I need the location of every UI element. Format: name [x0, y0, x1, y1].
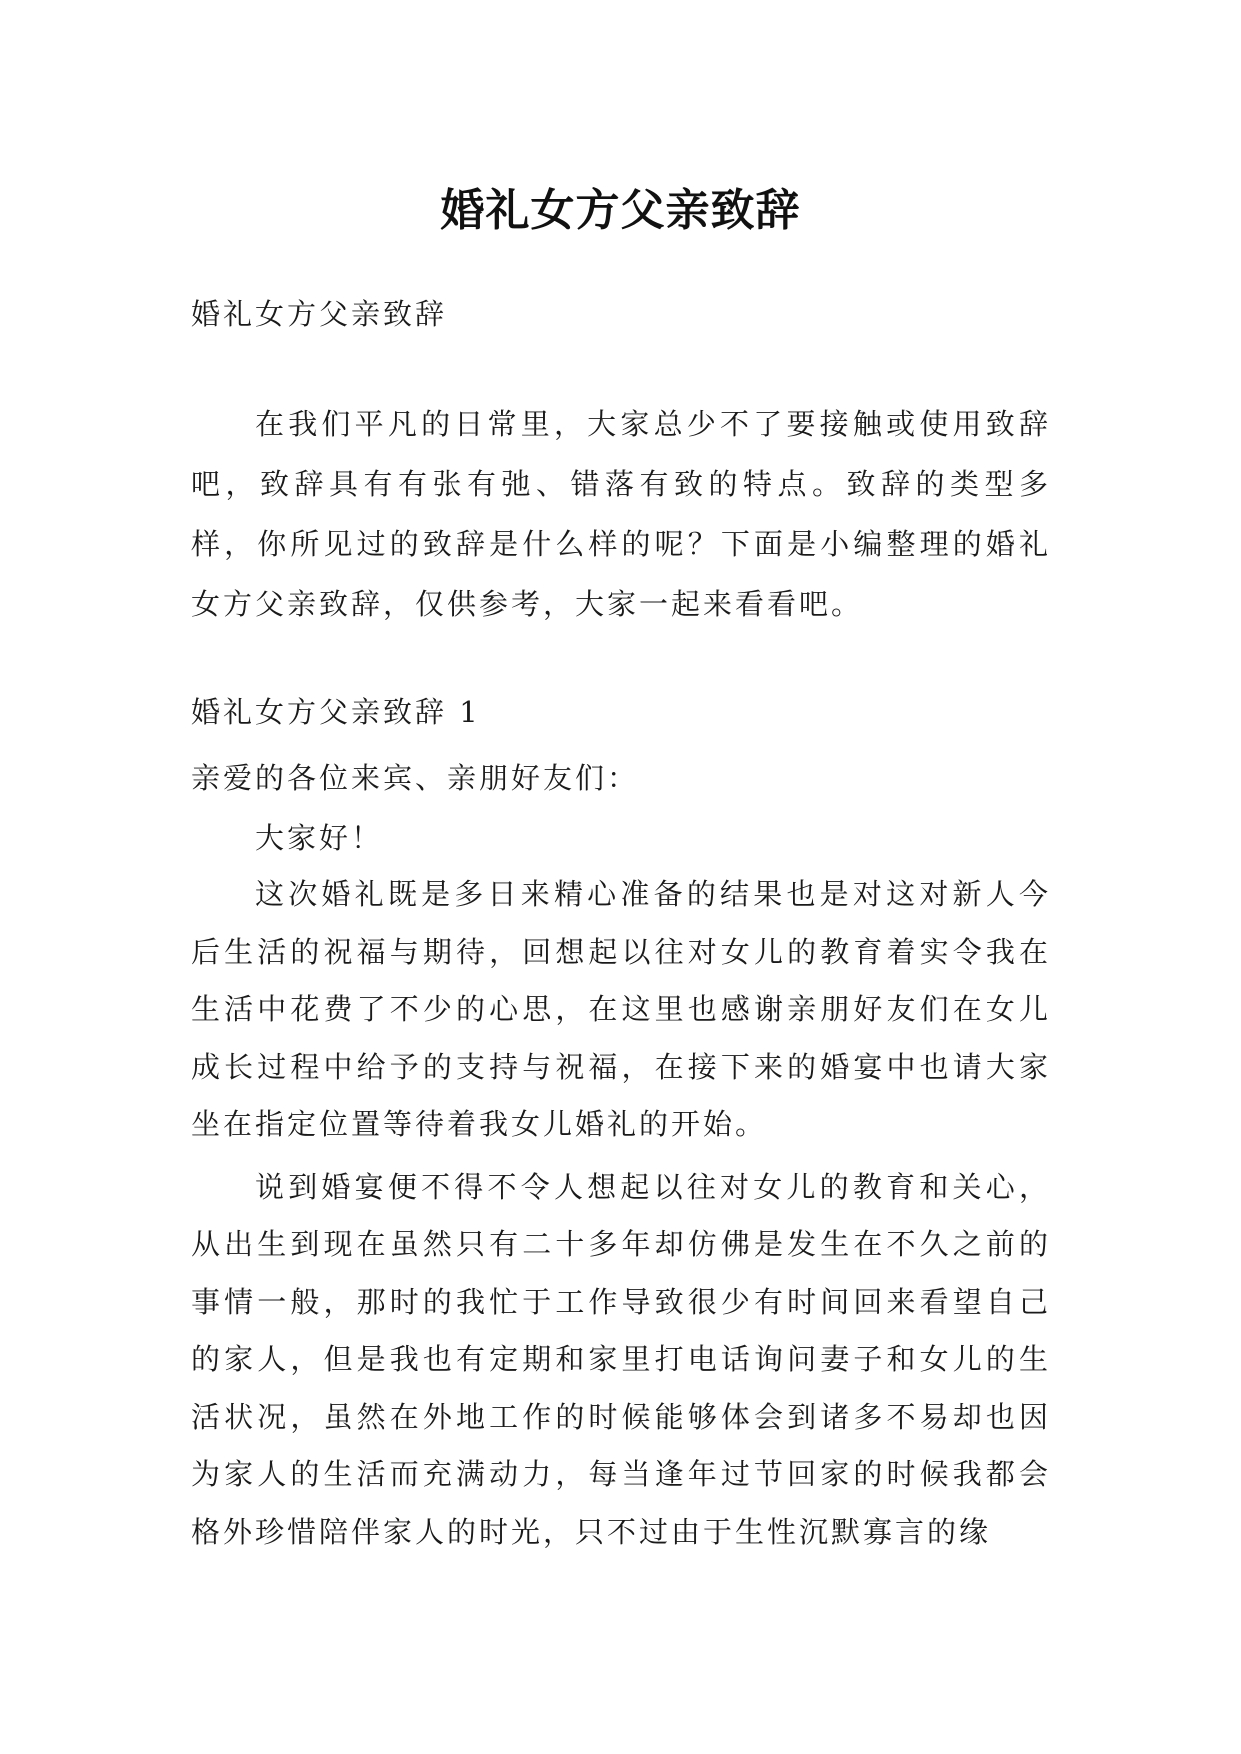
salutation-line: 大家好！ — [255, 821, 384, 855]
document-body — [191, 291, 1051, 1561]
section-heading: 婚礼女方父亲致辞 1 — [191, 695, 481, 729]
document-subtitle: 婚礼女方父亲致辞 — [191, 297, 448, 331]
body-paragraph-2: 说到婚宴便不得不令人想起以往对女儿的教育和关心，从出生到现在虽然只有二十多年却仿佛是发生在不久之前的事情一般，那时的我忙于工作导致很少有时间回来看望自己的家人，但是我也有定期和家里打电话询问妻子和女儿的生活状况，虽然在外地工作的时候能够体会到诸多不易却也因为家人的生活而充满动力，每当逢年过节回家的时候我都会格外珍惜陪伴家人的时光，只不过由于生性沉默寡言的缘 — [191, 1169, 1051, 1549]
greeting-line: 亲爱的各位来宾、亲朋好友们： — [191, 761, 640, 795]
page-title: 婚礼女方父亲致辞 — [440, 185, 801, 237]
body-paragraph-1: 这次婚礼既是多日来精心准备的结果也是对这对新人今后生活的祝福与期待，回想起以往对女儿的教育着实令我在生活中花费了不少的心思，在这里也感谢亲朋好友们在女儿成长过程中给予的支持与祝福，在接下来的婚宴中也请大家坐在指定位置等待着我女儿婚礼的开始。 — [191, 877, 1051, 1141]
intro-paragraph: 在我们平凡的日常里，大家总少不了要接触或使用致辞吧，致辞具有有张有弛、错落有致的特点。致辞的类型多样，你所见过的致辞是什么样的呢？下面是小编整理的婚礼女方父亲致辞，仅供参考，大家一起来看看吧。 — [191, 407, 1051, 621]
